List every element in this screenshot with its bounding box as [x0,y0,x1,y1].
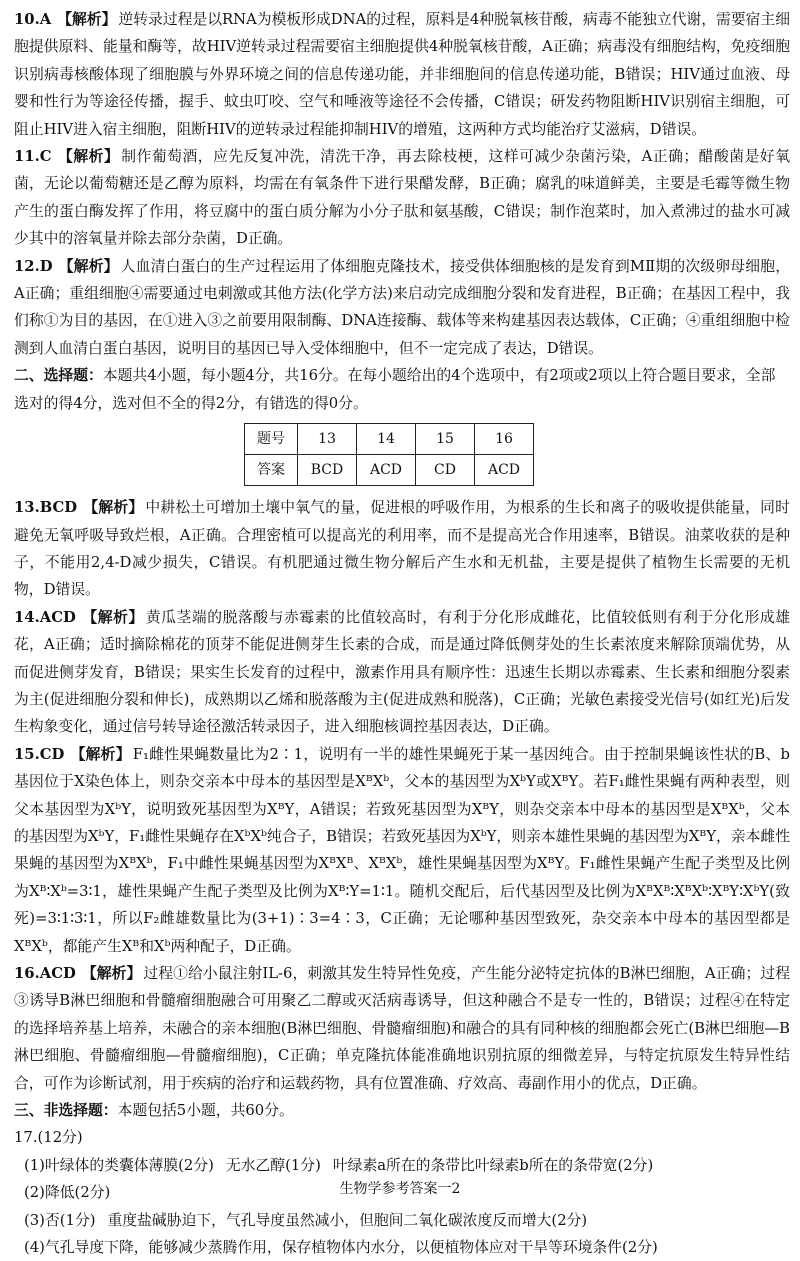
section-heading-nonchoice: 三、非选择题：本题包括5小题，共60分。 [14,1102,294,1120]
answer-item-15: 15.CD 【解析】 F₁雌性果蝇数量比为2∶1，说明有一半的雄性果蝇死于某一基因纯合。由于控制果蝇该性状的B、b基因位于X染色体上，则杂交亲本中母本的基因型是XᴮXᵇ，父本的基因型为XᵇY或XᴮY。若F₁雌性果蝇有两种表型，则父本基因型为XᵇY，说明致死基因型为XᴮY，A错误；若致死基因型为XᴮY，则杂交亲本中母本的基因型是XᴮXᵇ，父本的基因型为XᵇY，F₁雌性果蝇存在XᵇXᵇ纯合子，B错误；若致死基因为XᵇY，则亲本雄性果蝇的基因型为XᴮY，亲本雌性果蝇的基因型为XᴮXᵇ，F₁中雌性果蝇基因型为XᴮXᴮ、XᴮXᵇ，雄性果蝇基因型为XᴮY。F₁雌性果蝇产生配子类型及比例为Xᴮ∶Xᵇ=3∶1，雄性果蝇产生配子类型及比例为Xᴮ∶Y=1∶1。随机交配后，后代基因型及比例为XᴮXᴮ∶XᴮXᵇ∶XᴮY∶XᵇY(致死)=3∶1∶3∶1，所以F₂雌雄数量比为(3+1)∶3=4∶3，C正确；无论哪种基因型致死，杂交亲本中母本的基因型都是XᴮXᵇ，都能产生Xᴮ和Xᵇ两种配子，D正确。 [14,745,790,955]
answer-table-number: 15 [416,424,475,455]
answer-table-answer: ACD [475,455,534,486]
answer-table-answer-label: 答案 [245,455,298,486]
answer-table-answer-row [245,455,534,486]
answer-table-number: 14 [357,424,416,455]
answer-table-answer: BCD [298,455,357,486]
answer-document [14,6,790,1261]
question-17-part-2: (2)降低(2分) [24,1184,111,1202]
question-17-part-4: (4)气孔导度下降，能够减少蒸腾作用，保存植物体内水分，以便植物体应对干旱等环境条件(2分) [24,1239,658,1257]
answer-table-number-label: 题号 [245,424,298,455]
page-footer: 生物学参考答案一2 [339,1181,461,1197]
question-17-heading: 17.(12分) [14,1129,83,1147]
answer-table-number-row [245,424,534,455]
answer-table-answer: ACD [357,455,416,486]
section-heading-choice: 二、选择题：本题共4小题，每小题4分，共16分。在每小题给出的4个选项中，有2项或2项以上符合题目要求，全部选对的得4分，选对但不全的得2分，有错选的得0分。 [14,367,776,412]
answer-item-10: 10.A 【解析】 逆转录过程是以RNA为模板形成DNA的过程，原料是4种脱氧核苷酸，病毒不能独立代谢，需要宿主细胞提供原料、能量和酶等，故HIV逆转录过程需要宿主细胞提供4种脱氧核苷酸，A正确；病毒没有细胞结构，免疫细胞识别病毒核酸体现了细胞膜与外界环境之间的信息传递功能，并非细胞间的信息传递功能，B错误；HIV通过血液、母婴和性行为等途径传播，握手、蚊虫叮咬、空气和唾液等途径不会传播，C错误；研发药物阻断HIV识别宿主细胞，可阻止HIV进入宿主细胞，阻断HIV的逆转录过程能抑制HIV的增殖，这两种方式均能治疗艾滋病，D错误。 [14,11,791,138]
question-17-part-1: (1)叶绿体的类囊体薄膜(2分) 无水乙醇(1分) 叶绿素a所在的条带比叶绿素b所在的条带宽(2分) [24,1156,654,1174]
items-group-b [14,494,790,1097]
answer-table-answer: CD [416,455,475,486]
answer-item-11: 11.C 【解析】 制作葡萄酒，应先反复冲洗，清洗干净，再去除枝梗，这样可减少杂菌污染，A正确；醋酸菌是好氧菌，无论以葡萄糖还是乙醇为原料，均需在有氧条件下进行果醋发酵，B正确；腐乳的味道鲜美，主要是毛霉等微生物产生的蛋白酶发挥了作用，将豆腐中的蛋白质分解为小分子肽和氨基酸，C错误；制作泡菜时，加入煮沸过的盐水可减少其中的溶氧量并除去部分杂菌，D正确。 [14,148,790,248]
answer-item-14: 14.ACD 【解析】 黄瓜茎端的脱落酸与赤霉素的比值较高时，有利于分化形成雌花，比值较低则有利于分化形成雄花，A正确；适时摘除棉花的顶芽不能促进侧芽生长素的合成，而是通过降低侧芽处的生长素浓度来解除顶端优势，从而促进侧芽发育，B错误；果实生长发育的过程中，激素作用具有顺序性：迅速生长期以赤霉素、生长素和细胞分裂素为主(促进细胞分裂和伸长)，成熟期以乙烯和脱落酸为主(促进成熟和脱落)，C正确；光敏色素接受光信号(如红光)后发生构象变化，通过信号转导途径激活转录因子，进入细胞核调控基因表达，D正确。 [14,608,790,736]
answer-table-number: 13 [298,424,357,455]
answer-table [244,423,534,486]
answer-item-16: 16.ACD 【解析】 过程①给小鼠注射IL-6，刺激其发生特异性免疫，产生能分泌特定抗体的B淋巴细胞，A正确；过程③诱导B淋巴细胞和骨髓瘤细胞融合可用聚乙二醇或灭活病毒诱导，但这种融合不是专一性的，B错误；过程④在特定的选择培养基上培养，未融合的亲本细胞(B淋巴细胞、骨髓瘤细胞)和融合的具有同种核的细胞都会死亡(B淋巴细胞—B淋巴细胞、骨髓瘤细胞—骨髓瘤细胞)，C正确；单克隆抗体能准确地识别抗原的细微差异，与特定抗原发生特异性结合，可作为诊断试剂，用于疾病的治疗和运载药物，具有位置准确、疗效高、毒副作用小的优点，D正确。 [14,965,790,1092]
answer-item-12: 12.D 【解析】 人血清白蛋白的生产过程运用了体细胞克隆技术，接受供体细胞核的是发育到MⅡ期的次级卵母细胞，A正确；重组细胞④需要通过电刺激或其他方法(化学方法)来启动完成细胞分裂和发育进程，B正确；在基因工程中，我们称①为目的基因，在①进入③之前要用限制酶、DNA连接酶、载体等来构建基因表达载体，C正确；④重组细胞中检测到人血清白蛋白基因，说明目的基因已导入受体细胞中，但不一定完成了表达，D错误。 [14,257,790,357]
question-17-part-3: (3)否(1分) 重度盐碱胁迫下，气孔导度虽然减小，但胞间二氧化碳浓度反而增大(2分) [24,1211,588,1229]
items-group-a [14,6,790,362]
answer-item-13: 13.BCD 【解析】 中耕松土可增加土壤中氧气的量，促进根的呼吸作用，为根系的生长和离子的吸收提供能量，同时避免无氧呼吸导致烂根，A正确。合理密植可以提高光的利用率，而不是提高光合作用速率，B错误。油菜收获的是种子，不能用2,4-D减少损失，C错误。有机肥通过微生物分解后产生水和无机盐，主要是提供了植物生长需要的无机物，D错误。 [14,499,790,599]
answer-table-number: 16 [475,424,534,455]
